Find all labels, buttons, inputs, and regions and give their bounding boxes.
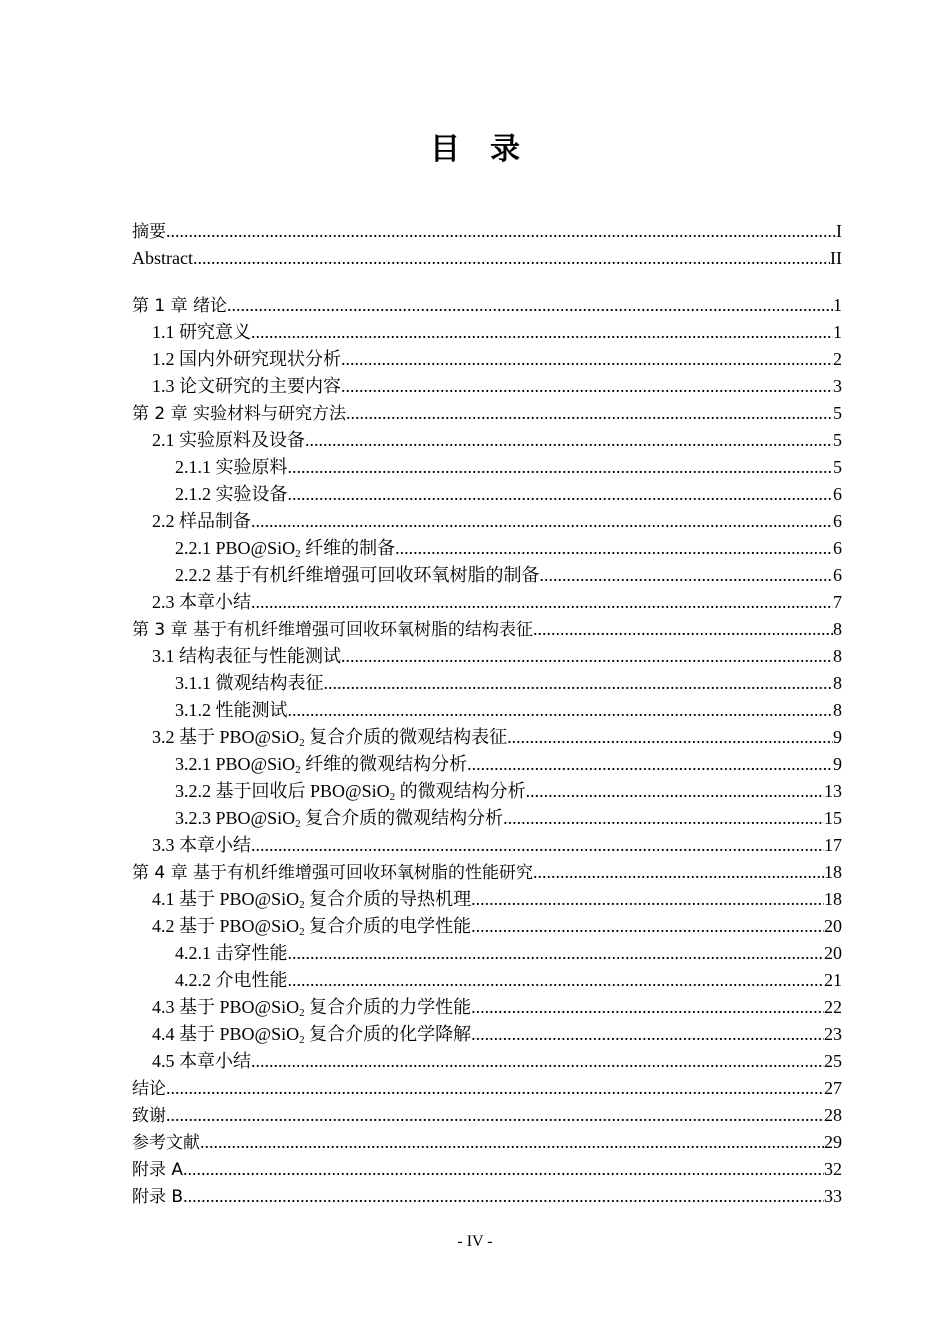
toc-entry-title: 2.1 实验原料及设备 — [152, 430, 305, 450]
dot-leader — [288, 697, 834, 724]
toc-entry-page: 20 — [824, 916, 842, 936]
toc-entry-page: 32 — [824, 1159, 842, 1179]
toc-entry-title-part: 复合介质的电学性能 — [304, 916, 472, 936]
toc-entry[interactable] — [132, 616, 842, 643]
toc-entry-page: 15 — [824, 808, 842, 828]
toc-entry-title-part: 4.2 基于 PBO@SiO — [152, 916, 300, 936]
toc-entry[interactable] — [132, 805, 842, 832]
dot-leader — [341, 643, 833, 670]
dot-leader — [251, 589, 833, 616]
toc-entry-title: 第 4 章 基于有机纤维增强可回收环氧树脂的性能研究 — [132, 863, 534, 883]
toc-entry-title-part: 3.2.2 基于回收后 PBO@SiO — [175, 781, 390, 801]
toc-entry[interactable] — [132, 373, 842, 400]
toc-entry[interactable] — [132, 508, 842, 535]
dot-leader — [526, 778, 824, 805]
toc-entry-title: 1.3 论文研究的主要内容 — [152, 376, 341, 396]
toc-entry-title: 1.1 研究意义 — [152, 322, 251, 342]
dot-leader — [183, 1183, 824, 1210]
dot-leader — [200, 1129, 824, 1156]
toc-entry[interactable] — [132, 886, 842, 913]
toc-entry[interactable] — [132, 319, 842, 346]
toc-entry-page: 8 — [833, 700, 842, 720]
toc-entry[interactable] — [132, 913, 842, 940]
toc-entry-title-part: 的微观结构分析 — [395, 781, 526, 801]
toc-entry-title-part: 3.2 基于 PBO@SiO — [152, 727, 300, 747]
dot-leader — [324, 670, 834, 697]
toc-entry-title: 3.1.1 微观结构表征 — [175, 673, 324, 693]
toc-entry-title-part: 4.1 基于 PBO@SiO — [152, 889, 300, 909]
toc-entry-title: 4.2.1 击穿性能 — [175, 943, 288, 963]
toc-entry-page: 20 — [824, 943, 842, 963]
dot-leader — [341, 346, 833, 373]
toc-entry[interactable] — [132, 427, 842, 454]
toc-entry-title — [152, 886, 471, 916]
toc-entry-page: 27 — [824, 1078, 842, 1098]
page-title: 目录 — [430, 132, 550, 167]
toc-entry-title: 参考文献 — [132, 1133, 200, 1153]
toc-entry[interactable] — [132, 1156, 842, 1183]
dot-leader — [471, 886, 824, 913]
toc-entry[interactable] — [132, 562, 842, 589]
toc-entry-title: 附录 A — [132, 1160, 184, 1180]
toc-entry-title-part: 3.2.3 PBO@SiO — [175, 808, 296, 828]
toc-entry-title — [175, 805, 503, 835]
toc-entry-title: 2.2 样品制备 — [152, 511, 251, 531]
toc-entry[interactable] — [132, 1048, 842, 1075]
toc-entry-page: 1 — [833, 295, 842, 315]
toc-entry-title: Abstract — [132, 248, 193, 268]
toc-entry-title: 4.2.2 介电性能 — [175, 970, 288, 990]
toc-entry[interactable] — [132, 697, 842, 724]
toc-entry-page: 6 — [833, 511, 842, 531]
toc-entry[interactable] — [132, 1075, 842, 1102]
toc-entry-title — [175, 778, 526, 808]
dot-leader — [503, 805, 824, 832]
subscript: 2 — [299, 737, 305, 749]
dot-leader — [288, 967, 825, 994]
toc-entry-page: 23 — [824, 1024, 842, 1044]
toc-entry-title: 第 2 章 实验材料与研究方法 — [132, 404, 347, 424]
toc-entry-title: 第 3 章 基于有机纤维增强可回收环氧树脂的结构表征 — [132, 620, 534, 640]
toc-entry-title: 第 1 章 绪论 — [132, 296, 228, 316]
toc-entry-title: 结论 — [132, 1079, 166, 1099]
toc-entry-title-part: 复合介质的微观结构表征 — [304, 727, 508, 747]
toc-entry-page: 2 — [833, 349, 842, 369]
dot-leader — [288, 481, 834, 508]
dot-leader — [471, 913, 824, 940]
toc-entry-title: 2.1.1 实验原料 — [175, 457, 288, 477]
toc-entry[interactable] — [132, 940, 842, 967]
toc-entry-page: 6 — [833, 565, 842, 585]
dot-leader — [471, 994, 824, 1021]
toc-entry-page: 17 — [824, 835, 842, 855]
toc-entry-page: 5 — [833, 430, 842, 450]
toc-entry-page: 9 — [833, 754, 842, 774]
toc-entry[interactable] — [132, 245, 842, 272]
toc-entry-page: 8 — [833, 673, 842, 693]
toc-entry-page: 1 — [833, 322, 842, 342]
dot-leader — [166, 1102, 824, 1129]
toc-entry-title: 附录 B — [132, 1187, 184, 1207]
toc-entry[interactable] — [132, 292, 842, 319]
toc-entry-page: 21 — [824, 970, 842, 990]
toc-entry-page: 29 — [824, 1132, 842, 1152]
toc-entry-title-part: 2.2.1 PBO@SiO — [175, 538, 296, 558]
toc-entry-page: 3 — [833, 376, 842, 396]
toc-entry-page: 18 — [824, 862, 842, 882]
toc-entry[interactable] — [132, 832, 842, 859]
toc-entry[interactable] — [132, 1102, 842, 1129]
toc-entry-title-part: 纤维的微观结构分析 — [300, 754, 468, 774]
toc-entry-page: 7 — [833, 592, 842, 612]
dot-leader — [227, 292, 833, 319]
toc-entry[interactable] — [132, 859, 842, 886]
toc-entry-page: 9 — [833, 727, 842, 747]
dot-leader — [507, 724, 833, 751]
toc-entry-page: II — [830, 248, 842, 268]
subscript: 2 — [299, 1007, 305, 1019]
toc-entry[interactable] — [132, 1183, 842, 1210]
toc-entry-title — [175, 751, 467, 781]
subscript: 2 — [295, 764, 301, 776]
dot-leader — [471, 1021, 824, 1048]
dot-leader — [166, 1075, 824, 1102]
toc-entry[interactable] — [132, 1129, 842, 1156]
toc-entry[interactable] — [132, 670, 842, 697]
subscript: 2 — [389, 791, 396, 803]
dot-leader — [341, 373, 833, 400]
toc-entry[interactable] — [132, 346, 842, 373]
dot-leader — [251, 1048, 824, 1075]
toc-entry-title: 2.1.2 实验设备 — [175, 484, 288, 504]
toc-entry[interactable] — [132, 481, 842, 508]
dot-leader — [395, 535, 833, 562]
toc-entry-title-part: 复合介质的微观结构分析 — [300, 808, 504, 828]
toc-entry-title: 2.2.2 基于有机纤维增强可回收环氧树脂的制备 — [175, 565, 540, 585]
toc-entry-page: I — [836, 221, 842, 241]
dot-leader — [305, 427, 833, 454]
dot-leader — [288, 940, 825, 967]
dot-leader — [346, 400, 833, 427]
table-of-contents — [132, 218, 842, 1210]
toc-entry-page: 6 — [833, 538, 842, 558]
dot-leader — [533, 859, 824, 886]
dot-leader — [251, 832, 824, 859]
toc-entry-page: 5 — [833, 457, 842, 477]
toc-entry-title: 4.5 本章小结 — [152, 1051, 251, 1071]
toc-entry-title: 3.3 本章小结 — [152, 835, 251, 855]
dot-leader — [533, 616, 833, 643]
toc-entry[interactable] — [132, 643, 842, 670]
subscript: 2 — [299, 926, 305, 938]
toc-entry-title: 2.3 本章小结 — [152, 592, 251, 612]
toc-entry[interactable] — [132, 535, 842, 562]
dot-leader — [467, 751, 833, 778]
subscript: 2 — [299, 899, 305, 911]
toc-entry-title — [175, 535, 395, 565]
toc-entry-title-part: 4.4 基于 PBO@SiO — [152, 1024, 300, 1044]
toc-entry-title-part: 4.3 基于 PBO@SiO — [152, 997, 300, 1017]
toc-entry-title-part: 复合介质的力学性能 — [304, 997, 472, 1017]
toc-entry-title — [152, 1021, 471, 1051]
toc-entry-title: 3.1 结构表征与性能测试 — [152, 646, 341, 666]
toc-entry-page: 13 — [824, 781, 842, 801]
toc-entry-page: 25 — [824, 1051, 842, 1071]
toc-entry-page: 18 — [824, 889, 842, 909]
toc-entry-title: 摘要 — [132, 222, 166, 242]
toc-entry-page: 5 — [833, 403, 842, 423]
subscript: 2 — [295, 818, 301, 830]
toc-entry-title — [152, 724, 507, 754]
toc-entry[interactable] — [132, 967, 842, 994]
toc-entry-page: 8 — [833, 619, 842, 639]
toc-entry-title: 致谢 — [132, 1106, 166, 1126]
toc-entry-title: 3.1.2 性能测试 — [175, 700, 288, 720]
dot-leader — [540, 562, 834, 589]
toc-entry[interactable] — [132, 218, 842, 245]
toc-entry[interactable] — [132, 724, 842, 751]
toc-entry[interactable] — [132, 994, 842, 1021]
toc-entry-page: 33 — [824, 1186, 842, 1206]
dot-leader — [288, 454, 834, 481]
toc-entry-page: 6 — [833, 484, 842, 504]
toc-entry-page: 28 — [824, 1105, 842, 1125]
toc-entry-page: 22 — [824, 997, 842, 1017]
toc-entry-title-part: 纤维的制备 — [300, 538, 396, 558]
subscript: 2 — [295, 548, 301, 560]
dot-leader — [251, 319, 833, 346]
toc-entry[interactable] — [132, 751, 842, 778]
toc-entry-title-part: 复合介质的导热机理 — [304, 889, 472, 909]
dot-leader — [193, 245, 830, 272]
dot-leader — [166, 218, 836, 245]
toc-entry-title-part: 3.2.1 PBO@SiO — [175, 754, 296, 774]
page-number-footer: - IV - — [457, 1233, 493, 1250]
toc-entry-title: 1.2 国内外研究现状分析 — [152, 349, 341, 369]
dot-leader — [183, 1156, 824, 1183]
toc-entry-page: 8 — [833, 646, 842, 666]
toc-entry-title — [152, 913, 471, 943]
dot-leader — [251, 508, 833, 535]
toc-entry-title-part: 复合介质的化学降解 — [304, 1024, 472, 1044]
toc-entry[interactable] — [132, 778, 842, 805]
toc-entry[interactable] — [132, 1021, 842, 1048]
subscript: 2 — [299, 1034, 305, 1046]
toc-entry[interactable] — [132, 454, 842, 481]
toc-entry[interactable] — [132, 400, 842, 427]
toc-entry[interactable] — [132, 589, 842, 616]
toc-entry-title — [152, 994, 471, 1024]
